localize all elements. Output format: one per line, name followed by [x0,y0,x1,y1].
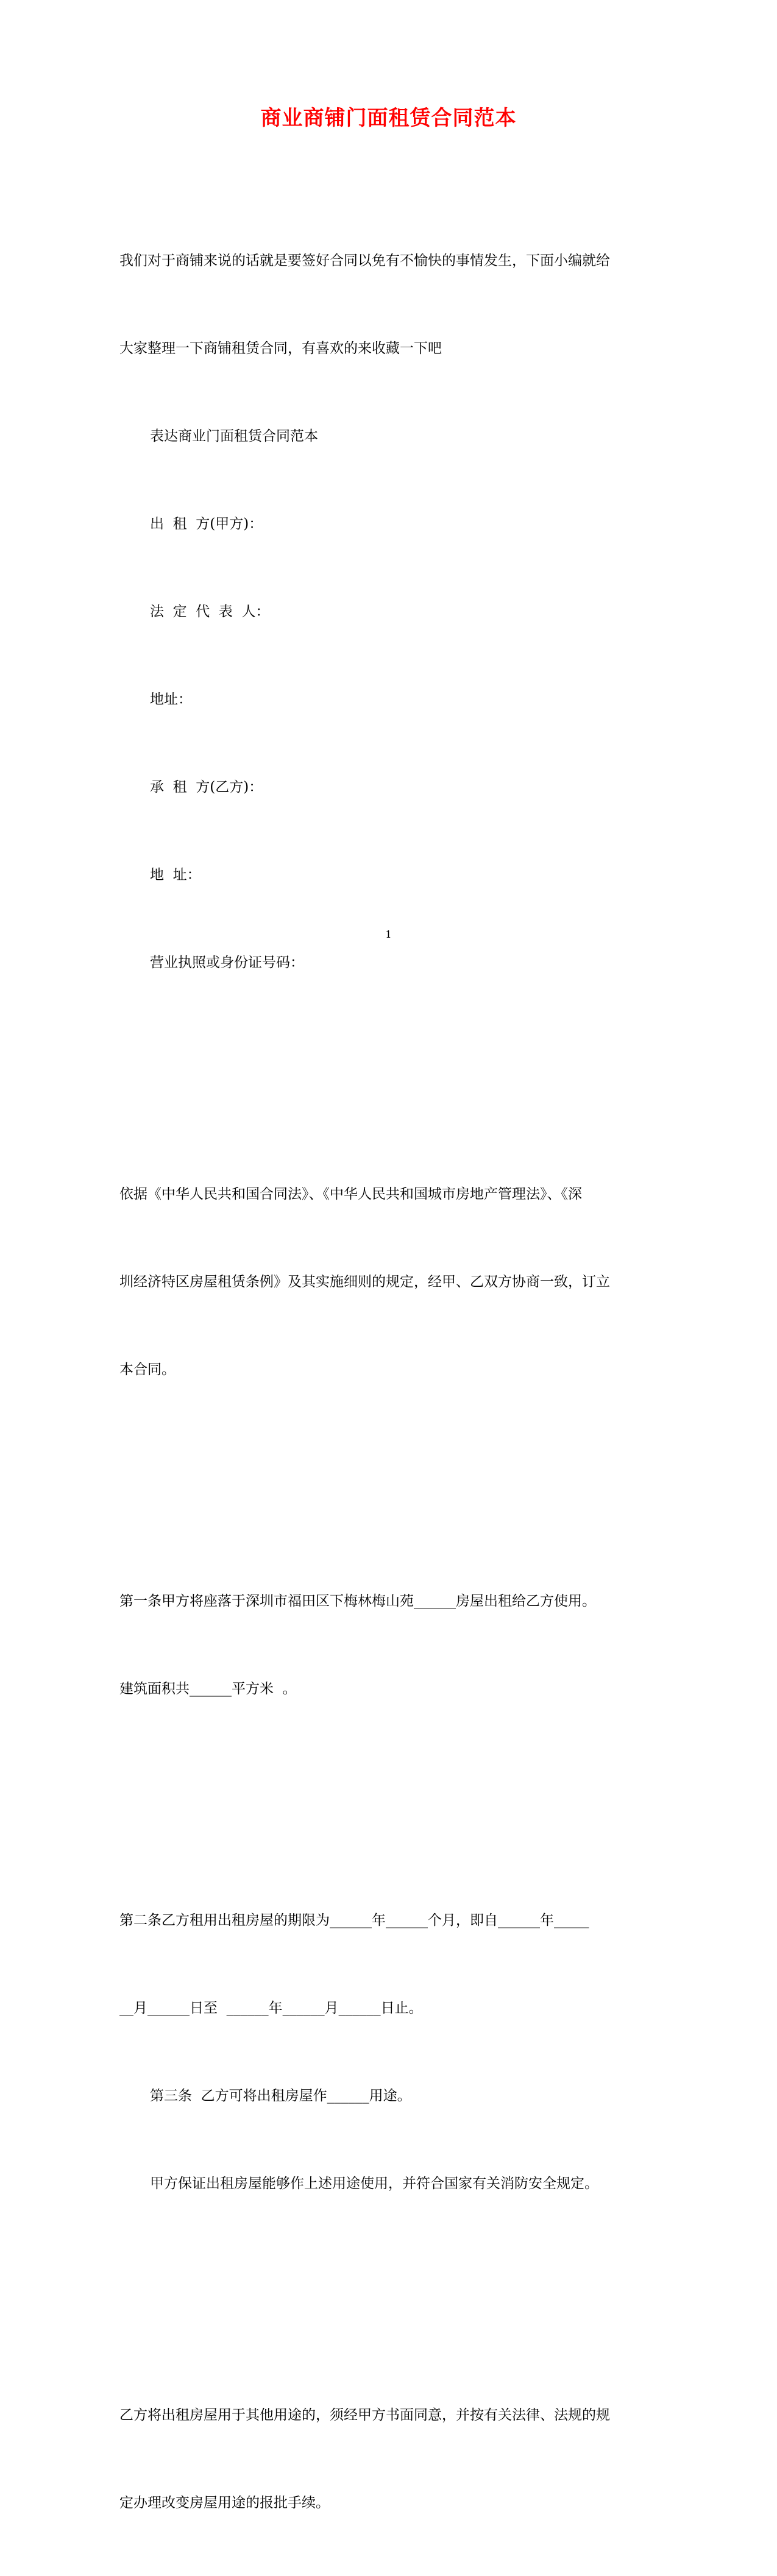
basis-line-3: 本合同。 [119,1362,176,1378]
paragraph-spacer [119,2286,656,2313]
usage-line-1: 乙方将出租房屋用于其他用途的，须经甲方书面同意，并按有关法律、法规的规 [119,2407,610,2423]
field-license-id: 营业执照或身份证号码： [150,955,304,971]
article-2-line-2: __月______日至 ______年______月______日止。 [119,2000,423,2016]
contract-subtitle: 表达商业门面租赁合同范本 [150,428,318,444]
basis-line-2: 圳经济特区房屋租赁条例》及其实施细则的规定，经甲、乙双方协商一致，订立 [119,1274,610,1290]
paragraph-spacer [119,1065,656,1092]
field-legal-representative: 法 定 代 表 人： [150,604,270,620]
basis-line-1: 依据《中华人民共和国合同法》、《中华人民共和国城市房地产管理法》、《深 [119,1186,582,1202]
article-2-line-1: 第二条乙方租用出租房屋的期限为______年______个月，即自______年_____ [119,1913,589,1928]
article-1-line-1: 第一条甲方将座落于深圳市福田区下梅林梅山苑______房屋出租给乙方使用。 [119,1593,596,1609]
article-1-line-2: 建筑面积共______平方米 。 [119,1681,297,1697]
intro-line-2: 大家整理一下商铺租赁合同，有喜欢的来收藏一下吧 [119,341,442,356]
field-address-lessor: 地址： [150,692,192,707]
paragraph-spacer [119,1472,656,1499]
article-3-line-2: 甲方保证出租房屋能够作上述用途使用，并符合国家有关消防安全规定。 [150,2176,598,2192]
field-address-lessee: 地 址： [150,867,201,883]
field-lessor: 出 租 方(甲方)： [150,516,263,532]
field-lessee: 承 租 方(乙方)： [150,779,263,795]
document-body [119,188,656,2576]
paragraph-spacer [119,1791,656,1818]
document-title: 商业商铺门面租赁合同范本 [260,106,517,130]
intro-line-1: 我们对于商铺来说的话就是要签好合同以免有不愉快的事情发生，下面小编就给 [119,253,610,269]
article-3-line-1: 第三条 乙方可将出租房屋作______用途。 [150,2088,411,2104]
usage-line-2: 定办理改变房屋用途的报批手续。 [119,2495,330,2511]
page-number: 1 [385,929,392,940]
